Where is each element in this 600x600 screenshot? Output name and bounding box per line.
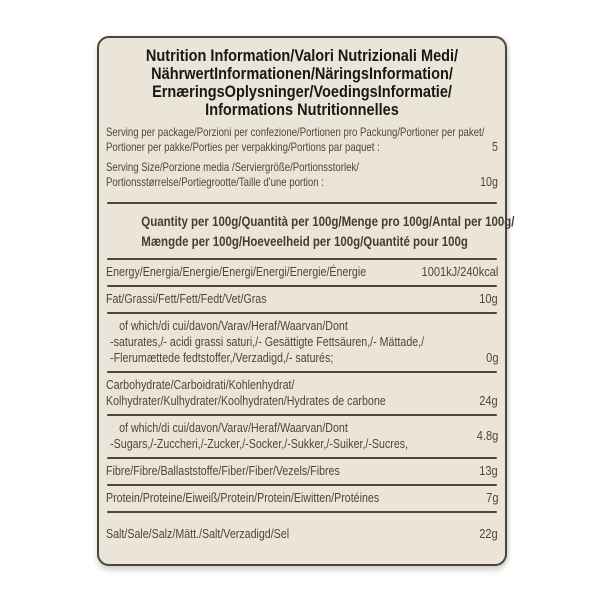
row-salt-text bbox=[106, 526, 476, 542]
text-line: -Sugars,/-Zuccheri,/-Zucker,/-Socker,/-Sukker,/-Suiker,/-Sucres, bbox=[110, 436, 409, 451]
header-line-4: Informations Nutritionnelles bbox=[205, 101, 399, 119]
row-protein-value: 7g bbox=[485, 490, 498, 505]
header-line-3: ErnæringsOplysninger/VoedingsInformatie/ bbox=[152, 83, 452, 101]
row-carbohydrate-value: 24g bbox=[479, 393, 498, 408]
row-fibre-text bbox=[106, 463, 476, 479]
text-line: Energy/Energia/Energie/Energi/Energi/Energie/Énergie bbox=[106, 264, 367, 279]
row-energy-value: 1001kJ/240kcal bbox=[421, 264, 498, 279]
row-saturates-value: 0g bbox=[485, 350, 498, 365]
text-line: Kolhydrater/Kulhydrater/Koolhydraten/Hydrates de carbone bbox=[106, 393, 386, 408]
text-line: of which/di cui/davon/Varav/Heraf/Waarvan/Dont bbox=[119, 420, 348, 435]
row-servings-per-package-text bbox=[106, 125, 491, 154]
row-fat-value: 10g bbox=[479, 291, 498, 306]
text-line: Fat/Grassi/Fett/Fett/Fedt/Vet/Gras bbox=[106, 291, 267, 306]
row-serving-size bbox=[106, 160, 498, 189]
row-serving-size-text bbox=[106, 160, 477, 189]
nutrition-label bbox=[97, 36, 515, 566]
row-saturates bbox=[106, 314, 498, 371]
text-line: Portionsstørrelse/Portiegrootte/Taille d'une portion : bbox=[106, 174, 324, 189]
row-sugars-value: 4.8g bbox=[476, 428, 498, 443]
row-servings-per-package-value: 5 bbox=[492, 139, 498, 154]
quantity-per-100g-header bbox=[106, 211, 515, 251]
text-line: Protein/Proteine/Eiweiß/Protein/Protein/Eiwitten/Protéines bbox=[106, 490, 380, 505]
row-fibre bbox=[106, 459, 498, 484]
separator bbox=[107, 511, 497, 513]
row-energy bbox=[106, 260, 498, 285]
row-sugars bbox=[106, 416, 498, 457]
separator bbox=[107, 202, 497, 204]
header-line-2: NährwertInformationen/NäringsInformation/ bbox=[151, 65, 453, 83]
row-carbohydrate-text bbox=[106, 377, 476, 409]
text-line: -Flerumættede fedtstoffer,/Verzadigd,/- saturés; bbox=[110, 350, 334, 365]
row-protein-text bbox=[106, 490, 484, 506]
quantity-line-2: Mængde per 100g/Hoeveelheid per 100g/Quantité pour 100g bbox=[141, 233, 468, 249]
row-carbohydrate bbox=[106, 373, 498, 414]
text-line: Serving per package/Porzioni per confezione/Portionen pro Packung/Portioner per paket/ bbox=[106, 125, 485, 139]
row-protein bbox=[106, 486, 498, 511]
text-line: Carbohydrate/Carboidrati/Kohlenhydrat/ bbox=[106, 377, 295, 392]
label-header bbox=[106, 47, 498, 119]
row-fibre-value: 13g bbox=[479, 463, 498, 478]
text-line: Salt/Sale/Salz/Mätt./Salt/Verzadigd/Sel bbox=[106, 526, 290, 541]
row-fat bbox=[106, 287, 498, 312]
row-salt-value: 22g bbox=[479, 526, 498, 541]
text-line: -saturates,/- acidi grassi saturi,/- Gesättigte Fettsäuren,/- Mättade,/ bbox=[110, 334, 425, 349]
row-servings-per-package bbox=[106, 125, 498, 154]
row-fat-text bbox=[106, 291, 476, 307]
row-salt bbox=[106, 522, 498, 547]
text-line: of which/di cui/davon/Varav/Heraf/Waarvan/Dont bbox=[119, 318, 348, 333]
text-line: Portioner per pakke/Porties per verpakking/Portions par paquet : bbox=[106, 139, 380, 154]
row-serving-size-value: 10g bbox=[480, 174, 498, 189]
row-energy-text bbox=[106, 264, 408, 280]
row-saturates-text bbox=[106, 318, 484, 366]
quantity-line-1: Quantity per 100g/Quantità per 100g/Menge pro 100g/Antal per 100g/ bbox=[141, 213, 515, 229]
text-line: Serving Size/Porzione media /Serviergröße/Portionsstorlek/ bbox=[106, 160, 359, 174]
row-sugars-text bbox=[106, 420, 473, 452]
text-line: Fibre/Fibre/Ballaststoffe/Fiber/Fiber/Vezels/Fibres bbox=[106, 463, 340, 478]
header-line-1: Nutrition Information/Valori Nutrizionali Medi/ bbox=[145, 47, 459, 65]
